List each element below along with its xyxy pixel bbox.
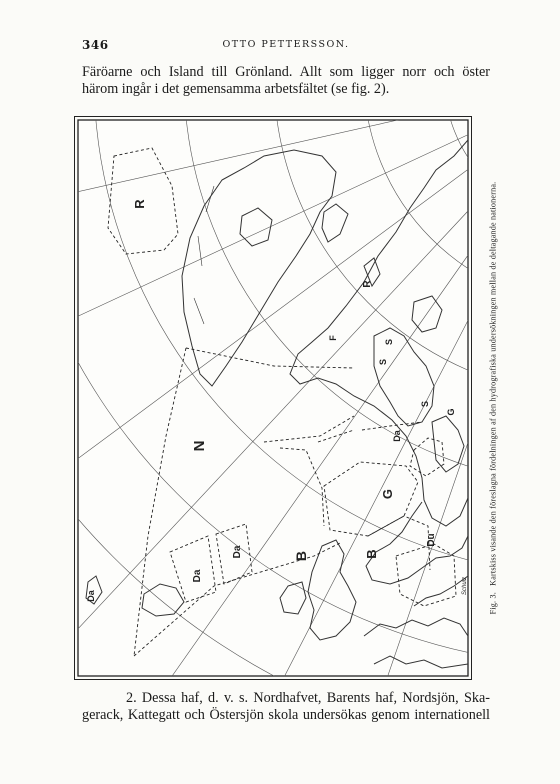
text-line: 2. Dessa haf, d. v. s. Nordhafvet, Barents haf, Nordsjön, Ska- bbox=[126, 690, 490, 706]
area-label: S bbox=[384, 338, 394, 346]
area-label: F bbox=[328, 335, 338, 341]
caption-text bbox=[489, 182, 498, 615]
area-label: S bbox=[420, 400, 430, 408]
map-credit: Schulz bbox=[462, 576, 468, 596]
page-number: 346 bbox=[82, 38, 109, 52]
running-head: OTTO PETTERSSON. bbox=[222, 39, 350, 50]
paragraph-bottom bbox=[82, 690, 490, 724]
area-label: R bbox=[362, 280, 373, 288]
figure-label: Fig. 3. bbox=[488, 592, 498, 615]
area-label: G bbox=[380, 488, 395, 500]
figure-caption bbox=[480, 116, 506, 680]
area-label: S bbox=[378, 358, 388, 366]
area-label: R bbox=[132, 199, 147, 209]
map-figure bbox=[74, 116, 472, 680]
area-label: Du bbox=[426, 533, 437, 547]
text-line: gerack, Kattegatt och Östersjön skola undersökas genom internationell bbox=[82, 707, 490, 723]
area-label: B bbox=[364, 549, 379, 559]
area-label: Da bbox=[232, 545, 243, 559]
area-label: B bbox=[293, 550, 309, 562]
area-label: Da bbox=[86, 590, 96, 602]
paragraph-top bbox=[82, 64, 490, 98]
page-header bbox=[82, 38, 490, 54]
area-label: G bbox=[446, 408, 456, 416]
area-label: Da bbox=[392, 430, 402, 442]
caption-body: Kartskiss visande den föreslagna fördelningen af den hydrografiska undersökningen mellan de deltagande nationerna. bbox=[488, 181, 498, 586]
map-sketch bbox=[74, 116, 472, 680]
area-label: N bbox=[191, 440, 208, 452]
area-label: Da bbox=[192, 569, 203, 583]
text-line: Färöarne och Island till Grönland. Allt som ligger norr och öster bbox=[82, 64, 490, 80]
text-line: härom ingår i det gemensamma arbetsfältet (se fig. 2). bbox=[82, 81, 390, 97]
